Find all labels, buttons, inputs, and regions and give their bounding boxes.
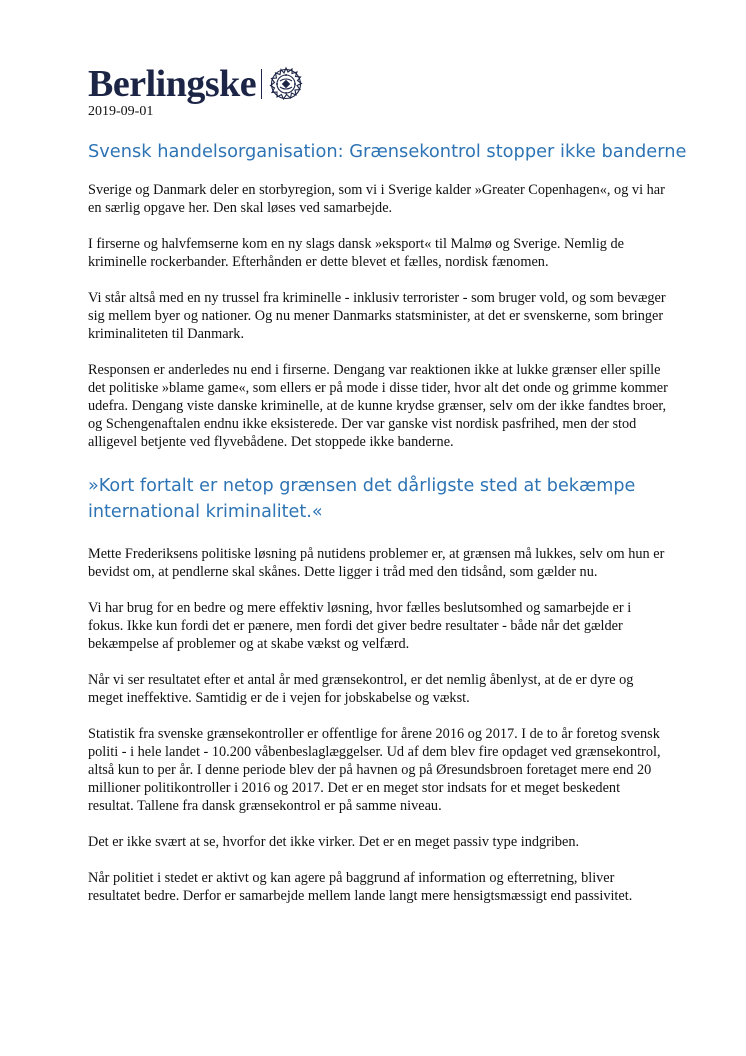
logo-divider [261,69,262,99]
paragraph: Vi har brug for en bedre og mere effektiv løsning, hvor fælles beslutsomhed og samarbejde er i fokus. Ikke kun fordi det er pænere, men fordi det giver bedre resultater - både når det gælder bekæmpelse af problemer og at skabe vækst og velfærd. [88,600,632,652]
publication-date: 2019-09-01 [88,104,154,119]
article-title: Svensk handelsorganisation: Grænsekontrol stopper ikke banderne [88,141,687,162]
paragraph: Det er ikke svært at se, hvorfor det ikke virker. Det er en meget passiv type indgriben. [88,834,580,850]
pull-quote: »Kort fortalt er netop grænsen det dårligste sted at bekæmpe international kriminalitet.« [88,476,636,522]
paragraph: Responsen er anderledes nu end i firserne. Dengang var reaktionen ikke at lukke grænser eller spille det politiske »blame game«, som ellers er på mode i disse tider, hvor alt det onde og grimme kommer udefra. Dengang viste danske kriminelle, at de kunne krydse grænser, selv om der ikke fandtes broer, og Schengenaftalen endnu ikke eksisterede. Der var ganske vist nordisk pasfrihed, men der stod alligevel betjente ved flyvebådene. Det stoppede ikke banderne. [88,362,668,450]
seal-emblem-icon [266,64,306,104]
paragraph: Sverige og Danmark deler en storbyregion, som vi i Sverige kalder »Greater Copenhagen«, og vi har en særlig opgave her. Den skal løses ved samarbejde. [88,182,665,216]
paragraph: Statistik fra svenske grænsekontroller er offentlige for årene 2016 og 2017. I de to år foretog svensk politi - i hele landet - 10.200 våbenbeslaglæggelser. Ud af dem blev fire opdaget ved grænsekontrol, altså kun to per år. I denne periode blev der på havnen og på Øresundsbroen foretaget mere end 20 millioner politikontroller i 2016 og 2017. Det er en meget stor indsats for et meget beskedent resultat. Tallene fra dansk grænsekontrol er på samme niveau. [88,726,661,814]
paragraph: Mette Frederiksens politiske løsning på nutidens problemer er, at grænsen må lukkes, selv om hun er bevidst om, at pendlerne skal skånes. Dette ligger i tråd med den tidsånd, som gælder nu. [88,546,665,580]
paragraph: Når politiet i stedet er aktivt og kan agere på baggrund af information og efterretning, bliver resultatet bedre. Derfor er samarbejde mellem lande langt mere hensigtsmæssigt end passivitet. [88,870,633,904]
brand-logo: Berlingske [88,63,257,105]
article-body [88,181,668,923]
masthead [88,64,306,104]
paragraph: I firserne og halvfemserne kom en ny slags dansk »eksport« til Malmø og Sverige. Nemlig de kriminelle rockerbander. Efterhånden er dette blevet et fælles, nordisk fænomen. [88,236,625,270]
paragraph: Når vi ser resultatet efter et antal år med grænsekontrol, er det nemlig åbenlyst, at de er dyre og meget ineffektive. Samtidig er de i vejen for jobskabelse og vækst. [88,672,634,706]
paragraph: Vi står altså med en ny trussel fra kriminelle - inklusiv terrorister - som bruger vold, og som bevæger sig mellem byer og nationer. Og nu mener Danmarks statsminister, at det er svenskerne, som bringer kriminaliteten til Danmark. [88,290,666,342]
